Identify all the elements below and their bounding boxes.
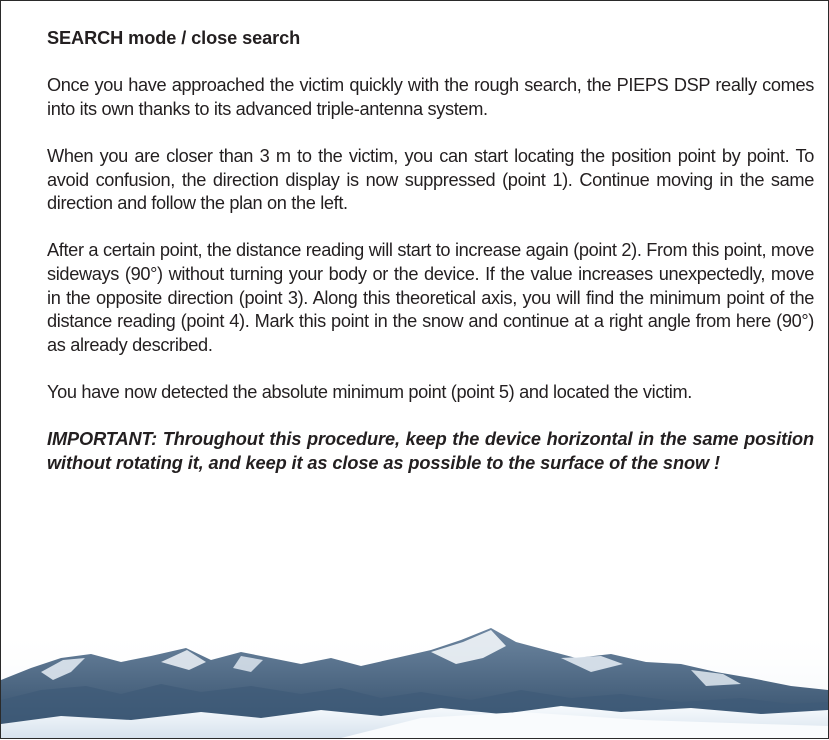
mountain-panorama-image xyxy=(1,628,828,738)
section-heading: SEARCH mode / close search xyxy=(47,28,301,48)
paragraph-distance-reading: After a certain point, the distance reading will start to increase again (point 2). From this point, move sideways (90°) without turning your body or the device. If the value increases unexpectedly, move in the opposite direction (point 3). Along this theoretical axis, you will find the minimum point of the distance reading (point 4). Mark this point in the snow and continue at a right angle from here (90°) as already described. xyxy=(47,240,814,355)
text-block xyxy=(47,27,814,499)
paragraph-intro: Once you have approached the victim quickly with the rough search, the PIEPS DSP really comes into its own thanks to its advanced triple-antenna system. xyxy=(47,75,814,119)
paragraph-located: You have now detected the absolute minimum point (point 5) and located the victim. xyxy=(47,381,692,402)
paragraph-close-range: When you are closer than 3 m to the victim, you can start locating the position point by point. To avoid confusion, the direction display is now suppressed (point 1). Continue moving in the same direction and follow the plan on the left. xyxy=(47,145,814,214)
important-note: IMPORTANT: Throughout this procedure, keep the device horizontal in the same position without rotating it, and keep it as close as possible to the surface of the snow ! xyxy=(47,429,814,473)
